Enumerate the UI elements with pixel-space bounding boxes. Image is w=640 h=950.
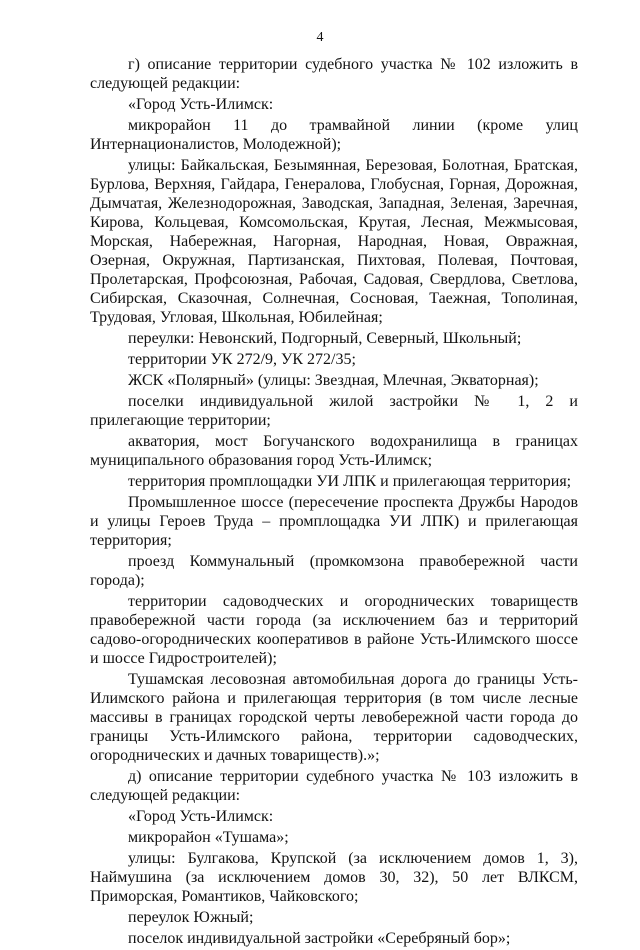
paragraph: микрорайон 11 до трамвайной линии (кроме улиц Интернационалистов, Молодежной); (90, 117, 578, 153)
paragraph: Промышленное шоссе (пересечение проспекта Дружбы Народов и улицы Героев Труда – промплощадка УИ ЛПК) и прилегающая территория; (90, 494, 578, 549)
paragraph: улицы: Байкальская, Безымянная, Березовая, Болотная, Братская, Бурлова, Верхняя, Гайдара, Генералова, Глобусная, Горная, Дорожная, Дымчатая, Железнодорожная, Заводская, Западная, Зеленая, Заречная, Кирова, Кольцевая, Комсомольская, Крутая, Лесная, Межмысовая, Морская, Набережная, Нагорная, Народная, Новая, Овражная, Озерная, Окружная, Партизанская, Пихтовая, Полевая, Почтовая, Пролетарская, Профсоюзная, Рабочая, Садовая, Свердлова, Светлова, Сибирская, Сказочная, Солнечная, Сосновая, Таежная, Тополиная, Трудовая, Угловая, Школьная, Юбилейная; (90, 157, 578, 326)
paragraph: г) описание территории судебного участка № 102 изложить в следующей редакции: (90, 56, 578, 92)
paragraph: Тушамская лесовозная автомобильная дорога до границы Усть-Илимского района и прилегающая территория (в том числе лесные массивы в границах городской черты левобережной части города до границы Усть-Илимского района, территории садоводческих, огороднических и дачных товариществ).»; (90, 671, 578, 764)
paragraph: д) описание территории судебного участка № 103 изложить в следующей редакции: (90, 768, 578, 804)
paragraph: проезд Коммунальный (промкомзона правобережной части города); (90, 553, 578, 589)
document-body (90, 55, 578, 950)
paragraph: территории УК 272/9, УК 272/35; (128, 351, 356, 368)
page-number: 4 (316, 30, 324, 45)
paragraph: микрорайон «Тушама»; (128, 829, 289, 846)
paragraph: территории садоводческих и огороднических товариществ правобережной части города (за исключением баз и территорий садово-огороднических кооперативов в районе Усть-Илимского шоссе и шоссе Гидростроителей); (90, 593, 578, 667)
paragraph: поселки индивидуальной жилой застройки № 1, 2 и прилегающие территории; (90, 393, 578, 429)
paragraph: «Город Усть-Илимск: (128, 808, 274, 825)
paragraph: ЖСК «Полярный» (улицы: Звездная, Млечная, Экваторная); (128, 372, 539, 389)
paragraph: переулки: Невонский, Подгорный, Северный, Школьный; (128, 330, 522, 347)
paragraph: улицы: Булгакова, Крупской (за исключением домов 1, 3), Наймушина (за исключением домов 30, 32), 50 лет ВЛКСМ, Приморская, Романтиков, Чайковского; (90, 850, 578, 905)
paragraph: акватория, мост Богучанского водохранилища в границах муниципального образования город Усть-Илимск; (90, 433, 578, 469)
paragraph: переулок Южный; (128, 909, 254, 926)
paragraph: поселок индивидуальной застройки «Серебряный бор»; (128, 930, 511, 947)
paragraph: территория промплощадки УИ ЛПК и прилегающая территория; (128, 473, 572, 490)
paragraph: «Город Усть-Илимск: (128, 96, 274, 113)
